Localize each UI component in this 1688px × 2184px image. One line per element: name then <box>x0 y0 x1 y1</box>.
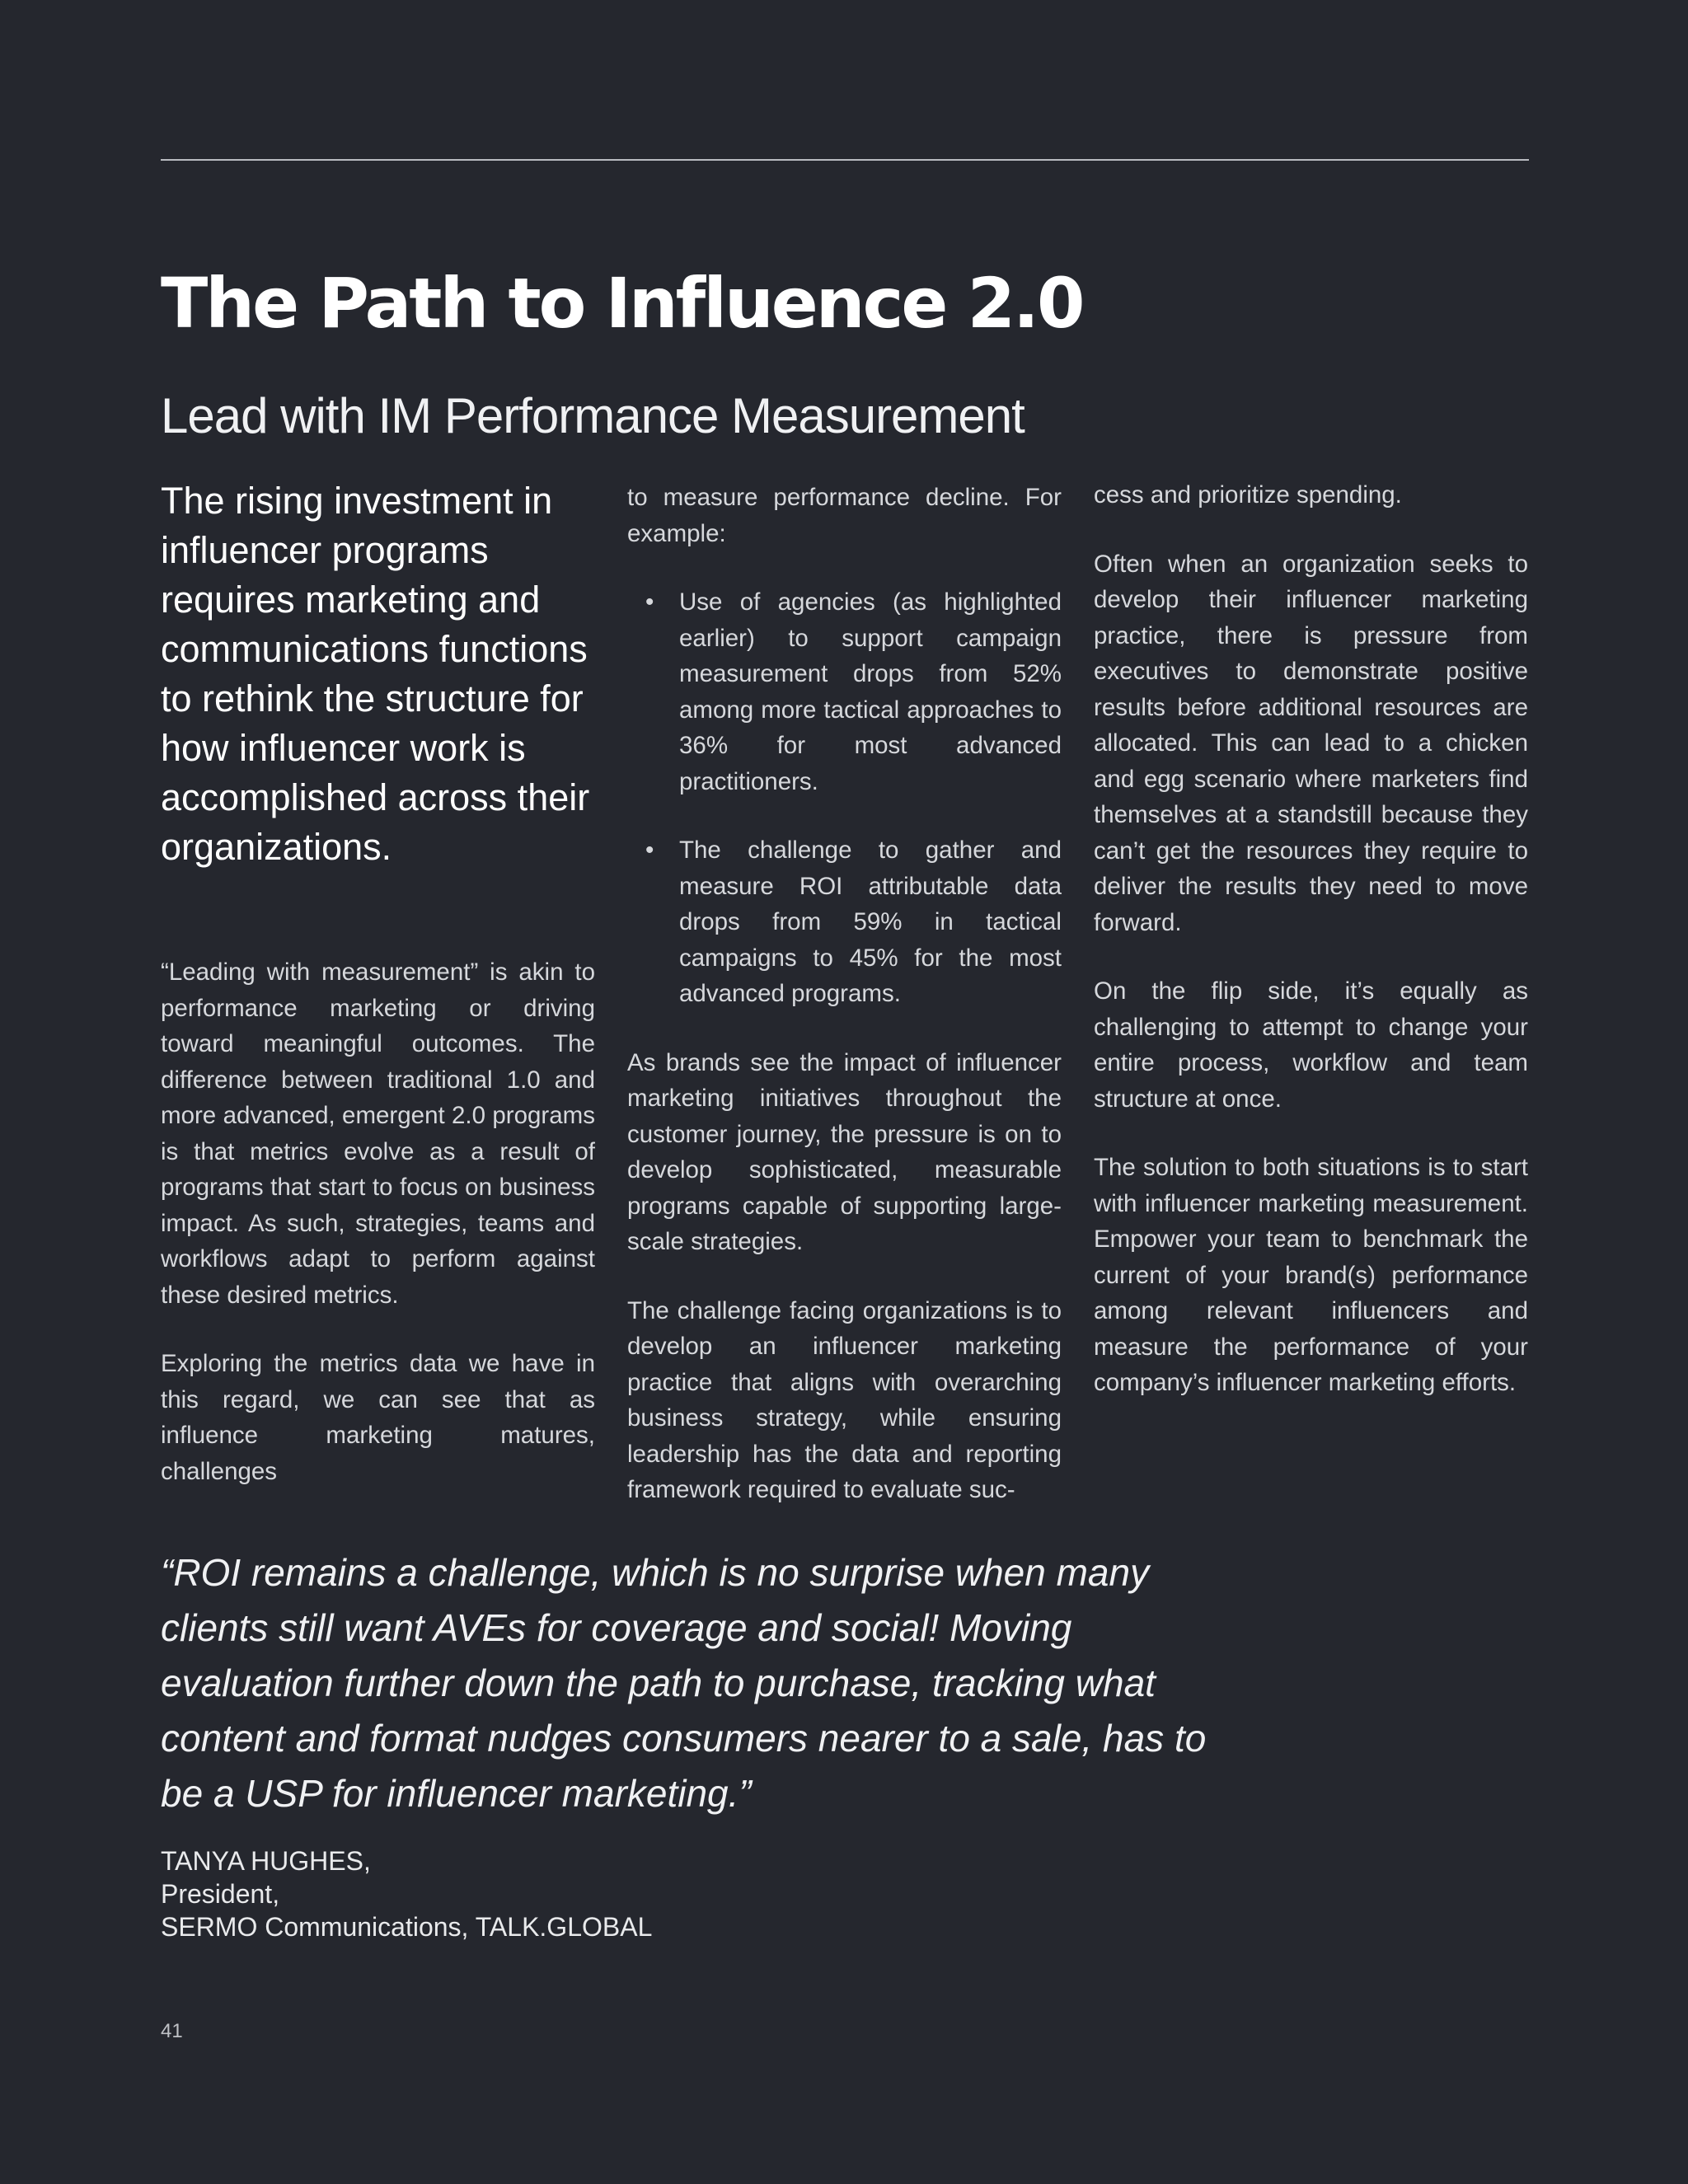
body-paragraph: cess and prioritize spending. <box>1094 481 1402 509</box>
body-paragraph: As brands see the impact of influencer marketing initiatives throughout the customer journey, the pressure is on to develop sophisticated, measurable programs capable of supporting large-scale strategies. <box>627 1048 1062 1255</box>
list-item-text: The challenge to gather and measure ROI attributable data drops from 59% in tactical campaigns to 45% for the most advanced programs. <box>679 837 1062 1007</box>
body-paragraph: Often when an organization seeks to develop their influencer marketing practice, there is pressure from executives to demonstrate positive results before additional resources are allocated. This can lead to a chicken and egg scenario where marketers find themselves at a standstill because they can’t get the resources they require to deliver the results they need to move forward. <box>1094 550 1528 936</box>
body-column-1 <box>161 954 595 1522</box>
bullet-icon: • <box>645 588 654 616</box>
list-item-text: Use of agencies (as highlighted earlier) to support campaign measurement drops from 52% among more tactical approaches to 36% for most advanced practitioners. <box>679 588 1062 795</box>
pull-quote: “ROI remains a challenge, which is no surprise when many clients still want AVEs for coverage and social! Moving evaluation further down the path to purchase, tracking what content and format nudges consumers nearer to a sale, has to be a USP for influencer marketing.” <box>161 1551 1207 1815</box>
quote-author-role: President, <box>161 1879 280 1909</box>
body-column-2 <box>627 480 1062 1541</box>
page-number: 41 <box>161 2020 183 2042</box>
page-title: The Path to Influence 2.0 <box>161 263 1083 344</box>
quote-attribution <box>161 1844 652 1943</box>
bullet-icon: • <box>645 837 654 864</box>
list-item <box>627 832 1062 1012</box>
body-paragraph: On the flip side, it’s equally as challenging to attempt to change your entire process, workflow and team structure at once. <box>1094 977 1528 1113</box>
bullet-list <box>627 584 1062 1012</box>
header-divider <box>161 159 1529 161</box>
body-paragraph: to measure performance decline. For example: <box>627 484 1062 547</box>
body-paragraph: Exploring the metrics data we have in this regard, we can see that as influence marketing matures, challenges <box>161 1350 595 1485</box>
body-paragraph: “Leading with measurement” is akin to performance marketing or driving toward meaningful outcomes. The difference between traditional 1.0 and more advanced, emergent 2.0 programs is that metrics evolve as a result of programs that start to focus on business impact. As such, strategies, teams and workflows adapt to perform against these desired metrics. <box>161 958 595 1309</box>
body-paragraph: The challenge facing organizations is to develop an influencer marketing practice that aligns with overarching business strategy, while ensuring leadership has the data and reporting framework required to evaluate suc- <box>627 1296 1062 1503</box>
list-item <box>627 584 1062 799</box>
body-column-3 <box>1094 477 1528 1434</box>
lead-paragraph: The rising investment in influencer programs requires marketing and communications functions to rethink the structure for how influencer work is accomplished across their organizations. <box>161 480 590 868</box>
page-subtitle: Lead with IM Performance Measurement <box>161 388 1025 443</box>
quote-author-org: SERMO Communications, TALK.GLOBAL <box>161 1912 653 1942</box>
quote-author: TANYA HUGHES, <box>161 1846 371 1876</box>
body-paragraph: The solution to both situations is to start with influencer marketing measurement. Empower your team to benchmark the current of your brand(s) performance among relevant influencers and measure the performance of your company’s influencer marketing efforts. <box>1094 1154 1528 1396</box>
